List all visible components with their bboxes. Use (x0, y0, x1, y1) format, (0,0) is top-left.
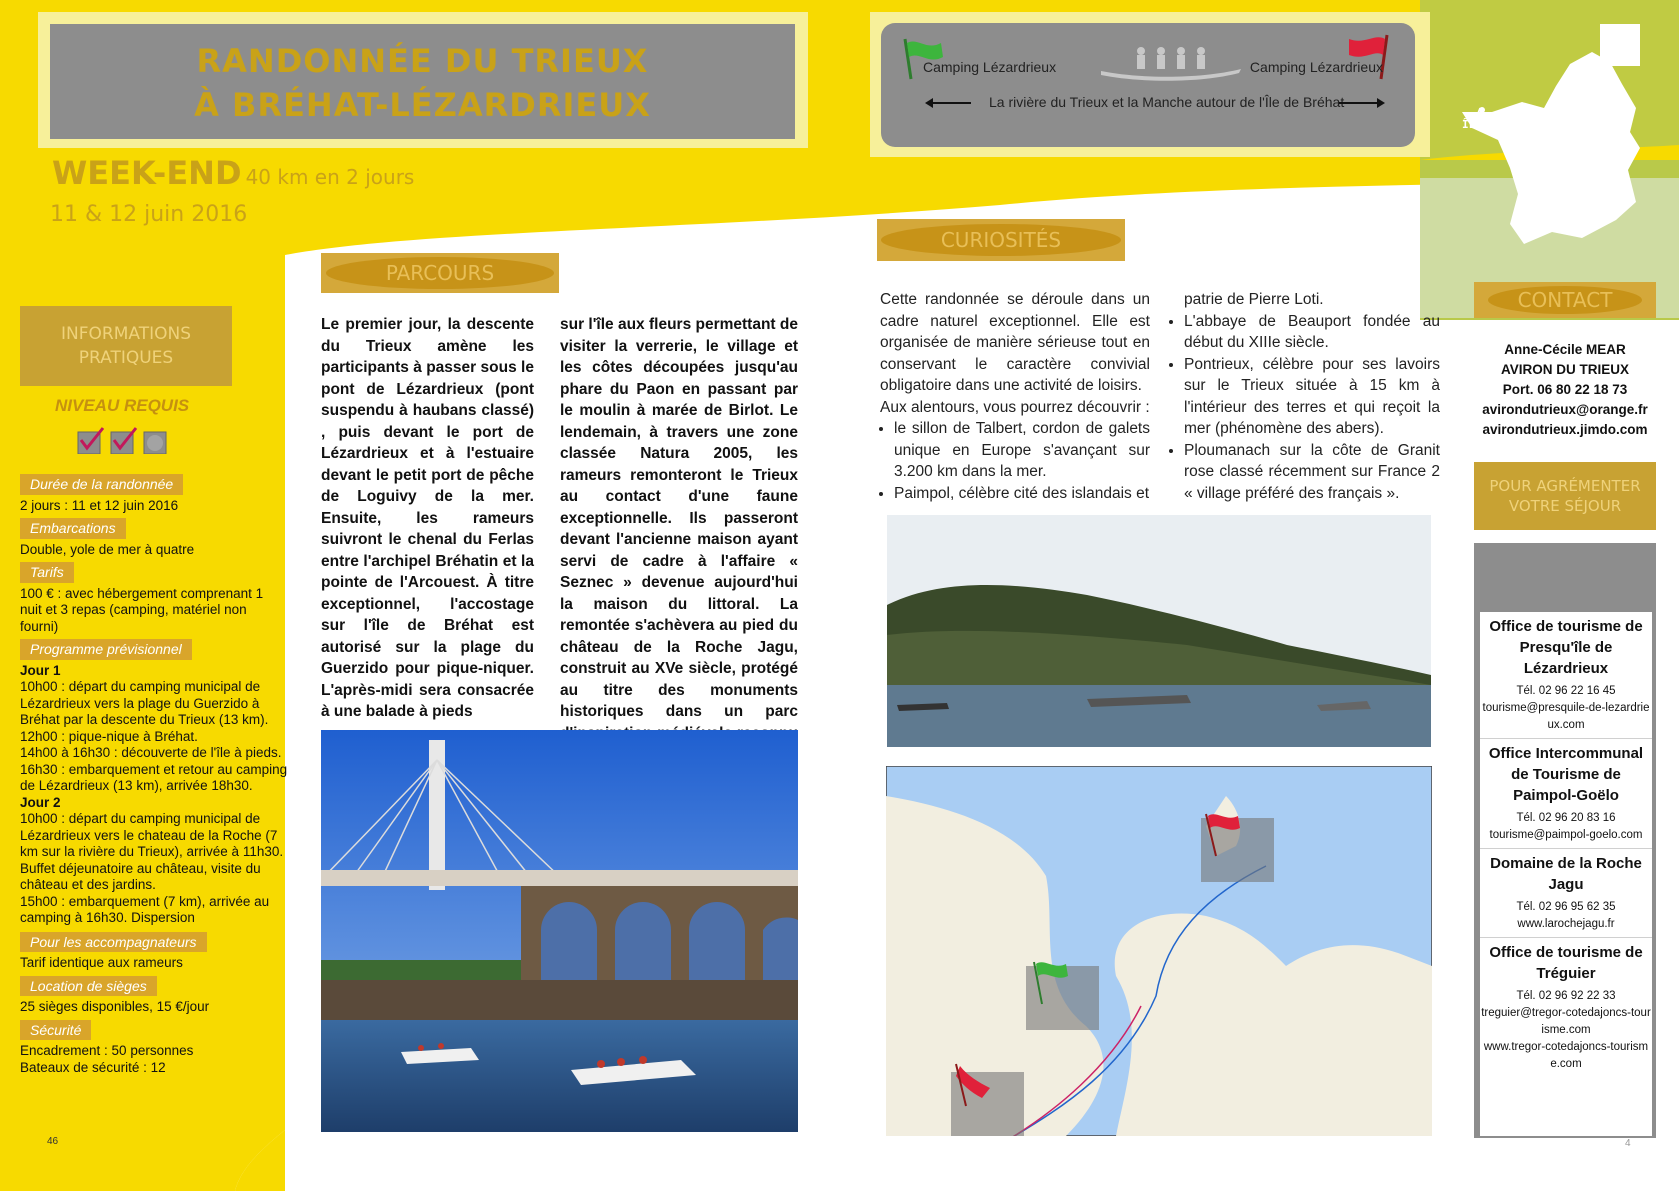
parcours-heading (321, 253, 559, 293)
curiosites-list-right (1170, 311, 1440, 505)
agrementer-line1: POUR AGRÉMENTER (1489, 477, 1641, 495)
day1-line: 10h00 : départ du camping municipal de Lézardrieux vers la plage du Guerzido à Bréhat par la descente du Trieux (13 km). (20, 679, 269, 727)
office-mail[interactable]: treguier@tregor-cotedajoncs-tourisme.com (1481, 1007, 1651, 1036)
arrow-right-icon (1339, 97, 1385, 109)
rowing-boat-icon (1101, 43, 1241, 83)
text-sieges: 25 sièges disponibles, 15 €/jour (20, 999, 210, 1014)
curiosites-heading (877, 219, 1125, 261)
office-web[interactable]: www.tregor-cotedajoncs-tourisme.com (1483, 1041, 1649, 1070)
office-item (1480, 616, 1652, 734)
text-securite: Encadrement : 50 personnes (20, 1043, 194, 1058)
tag-securite: Sécurité (20, 1020, 91, 1041)
office-divider (1480, 848, 1652, 849)
parcours-heading-text: PARCOURS (326, 257, 554, 289)
contact-web[interactable]: avirondutrieux.jimdo.com (1482, 422, 1648, 437)
contact-heading (1474, 282, 1656, 318)
agrementer-heading (1474, 462, 1656, 530)
route-end-label: Camping Lézardrieux (1249, 59, 1383, 75)
office-name: Domaine de la Roche Jagu (1490, 855, 1642, 893)
agrementer-line2: VOTRE SÉJOUR (1508, 497, 1622, 515)
office-item (1480, 743, 1652, 844)
level-indicator (77, 426, 171, 454)
curiosites-intro: Cette randonnée se déroule dans un cadre naturel exceptionnel. Elle est organisée de manière sérieuse tout en conservant le caractère convivial obligatoire dans une activité de loisirs. (880, 291, 1150, 394)
bridge-photo (321, 730, 798, 1132)
curiosite-item: • Ploumanach sur la côte de Granit rose classé récemment sur France 2 « village préféré des français ». (1184, 440, 1440, 505)
estuary-photo (887, 515, 1431, 747)
text-tarifs: 100 € : avec hébergement comprenant 1 nuit et 3 repas (camping, matériel non fourni) (20, 585, 264, 634)
office-name: Office Intercommunal de Tourisme de Paimpol-Goëlo (1488, 745, 1644, 804)
office-tel: Tél. 02 96 95 62 35 (1516, 901, 1616, 913)
page-number-left: 46 (47, 1136, 59, 1147)
curiosites-list-left (880, 418, 1150, 504)
event-type: WEEK-END (52, 154, 242, 192)
office-name: Office de tourisme de Tréguier (1489, 944, 1643, 982)
level-label: NIVEAU REQUIS (55, 396, 190, 415)
level-checked-icon (77, 426, 105, 454)
day1-line: 14h00 à 16h30 : découverte de l'île à pieds. (20, 745, 282, 760)
day2-line: 15h00 : embarquement (7 km), arrivée au camping à 16h30. Dispersion (20, 893, 270, 925)
office-item (1480, 942, 1652, 1073)
contact-email[interactable]: avirondutrieux@orange.fr (1482, 402, 1648, 417)
office-item (1480, 853, 1652, 933)
tag-duree: Durée de la randonnée (20, 474, 183, 495)
page-number-right: 4 (1625, 1138, 1631, 1149)
level-checked-icon (110, 426, 138, 454)
contact-heading-text: CONTACT (1488, 286, 1643, 314)
arrow-left-icon (925, 97, 971, 109)
tag-accompagnateurs: Pour les accompagnateurs (20, 932, 207, 953)
offices-list (1480, 612, 1652, 1136)
contact-phone: Port. 06 80 22 18 73 (1502, 382, 1628, 397)
office-divider (1480, 738, 1652, 739)
day1-line: 16h30 : embarquement et retour au camping de Lézardrieux (13 km), arrivée 18h30. (20, 761, 288, 793)
tag-programme: Programme prévisionnel (20, 639, 192, 660)
office-divider (1480, 937, 1652, 938)
office-tel: Tél. 02 96 22 16 45 (1516, 685, 1616, 697)
text-duree: 2 jours : 11 et 12 juin 2016 (20, 497, 179, 513)
route-map (886, 766, 1432, 1136)
info-heading-line2: PRATIQUES (78, 348, 174, 368)
curiosites-col1 (880, 289, 1150, 504)
map-label: ÎLE DE BRÉHAT (1462, 118, 1549, 131)
contact-org: AVIRON DU TRIEUX (1500, 362, 1629, 377)
parcours-col2: sur l'île aux fleurs permettant de visiter la verrerie, le village et les côtes découpées jusqu'au phare du Paon en passant par le moulin à marée de Birlot. Le lendemain, à travers une zone classée Natura 2005, les rameurs remonteront le Trieux au contact d'une faune exceptionnelle. Ils passeront devant l'ancienne maison ayant servi de cadre à l'affaire « Seznec » devenue aujourd'hui la maison du littoral. La remontée s'achèvera au pied du château de la Roche Jagu, construit au XVe siècle, protégé au titre des monuments historiques dans un parc (560, 316, 798, 720)
tag-tarifs: Tarifs (20, 562, 74, 583)
day2-line: 10h00 : départ du camping municipal de Lézardrieux vers le chateau de la Roche (7 km sur la rivière du Trieux), arrivée à 11h30. Buffet déjeunatoire au château, visite du château et des jardins. (20, 811, 284, 892)
info-heading-line1: INFORMATIONS (61, 324, 191, 344)
title-line-2: À BRÉHAT-LÉZARDRIEUX (194, 86, 651, 124)
france-map (1452, 24, 1652, 256)
office-mail[interactable]: tourisme@paimpol-goelo.com (1489, 829, 1643, 841)
event-dates: 11 & 12 juin 2016 (50, 202, 248, 227)
text-securite-2: Bateaux de sécurité : 12 (20, 1059, 166, 1075)
curiosites-around: Aux alentours, vous pourrez découvrir : (880, 398, 1150, 416)
curiosite-item: • L'abbaye de Beauport fondée au début du XIIIe siècle. (1184, 311, 1440, 354)
info-heading (20, 306, 232, 386)
curiosites-heading-text: CURIOSITÉS (881, 224, 1121, 256)
tag-embarcations: Embarcations (20, 518, 126, 539)
info-list (20, 474, 288, 1076)
title-panel (50, 24, 795, 139)
title-line-1: RANDONNÉE DU TRIEUX (196, 42, 649, 80)
day2-title: Jour 2 (20, 794, 61, 810)
curiosites-col2 (1170, 289, 1440, 504)
office-web[interactable]: www.larochejagu.fr (1517, 918, 1615, 930)
route-start-label: Camping Lézardrieux (923, 59, 1057, 75)
contact-block (1474, 340, 1656, 440)
curiosite-item: • le sillon de Talbert, cordon de galets unique en Europe s'avançant sur 3.200 km dans la mer. (894, 418, 1150, 483)
day1-title: Jour 1 (20, 662, 61, 678)
route-panel (881, 23, 1415, 147)
level-empty-icon (143, 426, 171, 454)
office-name: Office de tourisme de Presqu'île de Lézardrieux (1489, 618, 1643, 677)
office-tel: Tél. 02 96 92 22 33 (1516, 990, 1616, 1002)
curiosite-item: • Paimpol, célèbre cité des islandais et (894, 483, 1150, 505)
day1-line: 12h00 : pique-nique à Bréhat. (20, 728, 198, 744)
route-description: La rivière du Trieux et la Manche autour de l'Île de Bréhat (989, 94, 1345, 110)
parcours-col1: Le premier jour, la descente du Trieux amène les participants à passer sous le pont de Lézardrieux (pont suspendu à haubans classé) , puis devant le port de Lézardrieux et à l'estuaire devant le petit port de pêche de Loguivy de la mer. Ensuite, les rameurs suivront le chenal du Ferlas entre l'archipel Bréhatin et la pointe de l'Arcouest. À titre exceptionnel, l'accostage sur l'île de Bréhat est autorisé sur la plage du Guerzido pour pique-niquer. L'après-midi sera consacrée à une balade à pieds (321, 316, 534, 720)
tag-sieges: Location de sièges (20, 976, 157, 997)
event-distance: - 40 km en 2 jours (232, 165, 415, 189)
curiosites-cont: patrie de Pierre Loti. (1184, 291, 1324, 308)
text-accompagnateurs: Tarif identique aux rameurs (20, 955, 183, 970)
text-embarcations: Double, yole de mer à quatre (20, 541, 195, 557)
contact-name: Anne-Cécile MEAR (1504, 342, 1626, 357)
office-mail[interactable]: tourisme@presquile-de-lezardrieux.com (1482, 702, 1650, 731)
curiosite-item: • Pontrieux, célèbre pour ses lavoirs sur le Trieux située à 15 km à l'intérieur des terres et qui reçoit la mer (phénomène des abers). (1184, 354, 1440, 440)
office-tel: Tél. 02 96 20 83 16 (1516, 812, 1616, 824)
